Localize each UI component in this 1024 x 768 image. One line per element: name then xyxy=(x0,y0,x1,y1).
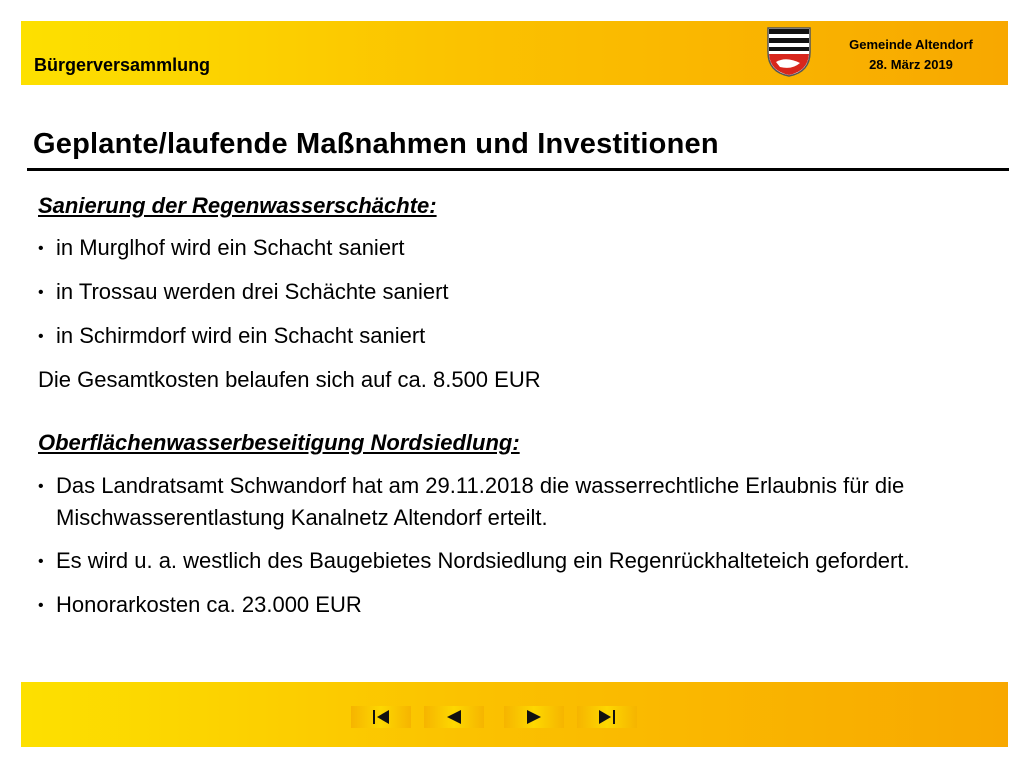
header-municipality-date xyxy=(841,35,981,75)
list-item-text: Es wird u. a. westlich des Baugebietes Nordsiedlung ein Regenrückhalteteich gefordert. xyxy=(56,548,910,573)
next-slide-icon xyxy=(526,710,542,724)
list-item xyxy=(38,320,998,352)
list-item xyxy=(38,589,998,621)
list-item xyxy=(38,232,998,264)
section-heading: Sanierung der Regenwasserschächte: xyxy=(38,193,437,218)
list-item-text: in Trossau werden drei Schächte saniert xyxy=(56,279,449,304)
list-item-text: in Murglhof wird ein Schacht saniert xyxy=(56,235,405,260)
section-heading: Oberflächenwasserbeseitigung Nordsiedlung: xyxy=(38,430,520,455)
slide-title: Geplante/laufende Maßnahmen und Investitionen xyxy=(33,128,719,160)
bullet-icon: • xyxy=(38,328,44,345)
header-banner xyxy=(21,21,1008,85)
next-slide-button[interactable] xyxy=(504,706,564,728)
bullet-icon: • xyxy=(38,240,44,257)
coat-of-arms-icon xyxy=(766,26,812,78)
last-slide-button[interactable] xyxy=(577,706,637,728)
bullet-icon: • xyxy=(38,478,44,495)
section-rainwater-shafts xyxy=(38,190,998,395)
cost-summary: Die Gesamtkosten belaufen sich auf ca. 8.500 EUR xyxy=(38,367,541,392)
slide-navigation xyxy=(351,706,641,728)
meeting-date: 28. März 2019 xyxy=(869,57,953,72)
list-item-text: Honorarkosten ca. 23.000 EUR xyxy=(56,592,362,617)
list-item-text: Das Landratsamt Schwandorf hat am 29.11.2018 die wasserrechtliche Erlaubnis für die Mischwasserentlastung Kanalnetz Altendorf erteilt. xyxy=(56,473,905,530)
bullet-icon: • xyxy=(38,597,44,614)
list-item xyxy=(38,276,998,308)
header-event-label: Bürgerversammlung xyxy=(34,55,211,75)
list-item xyxy=(38,545,998,577)
first-slide-icon xyxy=(372,710,390,724)
last-slide-icon xyxy=(598,710,616,724)
first-slide-button[interactable] xyxy=(351,706,411,728)
bullet-icon: • xyxy=(38,553,44,570)
bullet-icon: • xyxy=(38,284,44,301)
previous-slide-button[interactable] xyxy=(424,706,484,728)
municipality-name: Gemeinde Altendorf xyxy=(849,37,973,52)
section-surface-water xyxy=(38,427,998,621)
title-divider xyxy=(27,168,1009,171)
list-item-text: in Schirmdorf wird ein Schacht saniert xyxy=(56,323,426,348)
previous-slide-icon xyxy=(446,710,462,724)
list-item xyxy=(38,470,998,533)
